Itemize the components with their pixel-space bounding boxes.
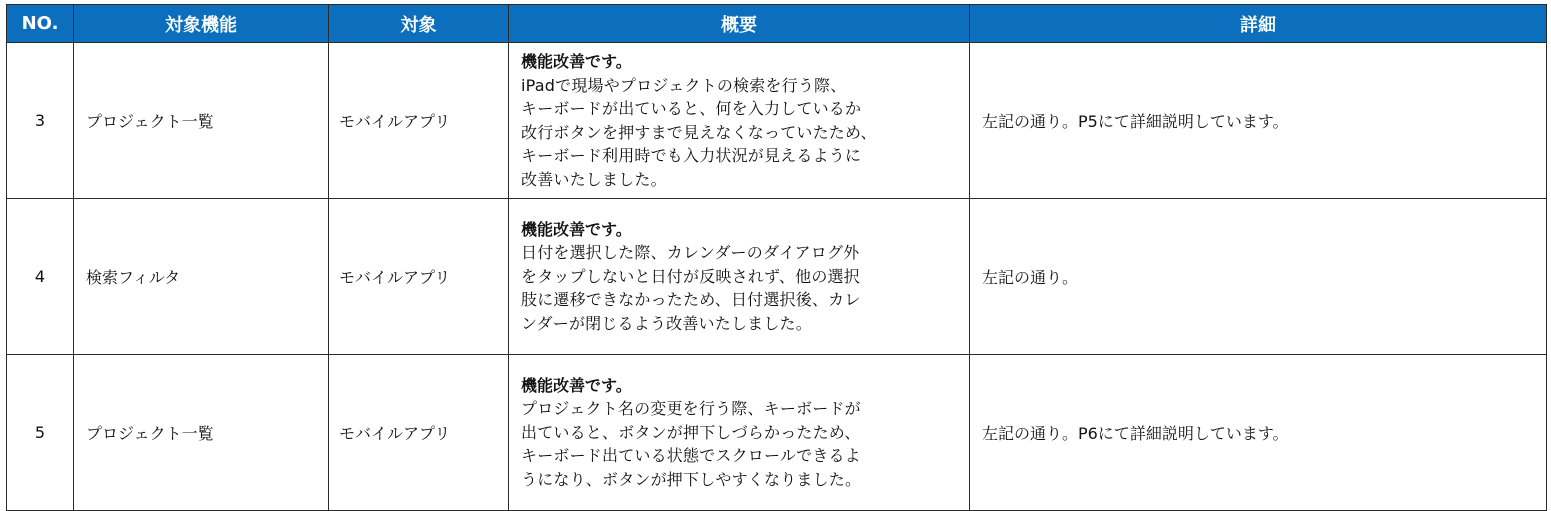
row-number: 5 <box>7 355 74 511</box>
summary-line: 改善いたしました。 <box>521 169 667 189</box>
row-function: プロジェクト一覧 <box>74 43 329 199</box>
row-number: 4 <box>7 199 74 355</box>
summary-line: 日付を選択した際、カレンダーのダイアログ外 <box>521 243 860 263</box>
summary-title: 機能改善です。 <box>521 52 632 71</box>
summary-line: キーボードが出ていると、何を入力しているか <box>521 99 862 118</box>
summary-line: 改行ボタンを押すまで見えなくなっていたため、 <box>521 122 877 142</box>
row-target: モバイルアプリ <box>329 355 509 511</box>
summary-title: 機能改善です。 <box>521 219 632 239</box>
row-target: モバイルアプリ <box>329 43 509 199</box>
header-no: NO. <box>7 5 74 43</box>
table-row <box>7 199 1547 355</box>
header-detail: 詳細 <box>970 5 1547 43</box>
row-detail: 左記の通り。P5にて詳細説明しています。 <box>970 43 1547 199</box>
row-summary <box>509 355 970 511</box>
summary-line: プロジェクト名の変更を行う際、キーボードが <box>521 399 861 419</box>
summary-line: キーボード出ている状態でスクロールできるよ <box>521 446 861 466</box>
header-target: 対象 <box>329 5 509 43</box>
summary-line: キーボード利用時でも入力状況が見えるように <box>521 146 862 165</box>
summary-line: ンダーが閉じるよう改善いたしました。 <box>521 313 812 333</box>
row-detail: 左記の通り。P6にて詳細説明しています。 <box>970 355 1547 511</box>
row-summary <box>509 199 970 355</box>
table-header-row <box>7 5 1547 43</box>
summary-line: 出ていると、ボタンが押下しづらかったため、 <box>521 422 861 442</box>
row-summary <box>509 43 970 199</box>
row-detail: 左記の通り。 <box>970 199 1547 355</box>
header-function: 対象機能 <box>74 5 329 43</box>
row-function: 検索フィルタ <box>74 199 329 355</box>
row-function: プロジェクト一覧 <box>74 355 329 511</box>
summary-line: うになり、ボタンが押下しやすくなりました。 <box>521 469 862 489</box>
summary-line: iPadで現場やプロジェクトの検索を行う際、 <box>521 75 847 95</box>
header-summary: 概要 <box>509 5 970 43</box>
release-notes-table <box>6 4 1547 511</box>
table-row <box>7 43 1547 199</box>
row-number: 3 <box>7 43 74 199</box>
table-row <box>7 355 1547 511</box>
summary-line: 肢に遷移できなかったため、日付選択後、カレ <box>521 290 861 310</box>
release-notes-table-container <box>6 4 1547 511</box>
row-target: モバイルアプリ <box>329 199 509 355</box>
summary-line: をタップしないと日付が反映されず、他の選択 <box>521 266 860 286</box>
summary-title: 機能改善です。 <box>521 375 632 395</box>
